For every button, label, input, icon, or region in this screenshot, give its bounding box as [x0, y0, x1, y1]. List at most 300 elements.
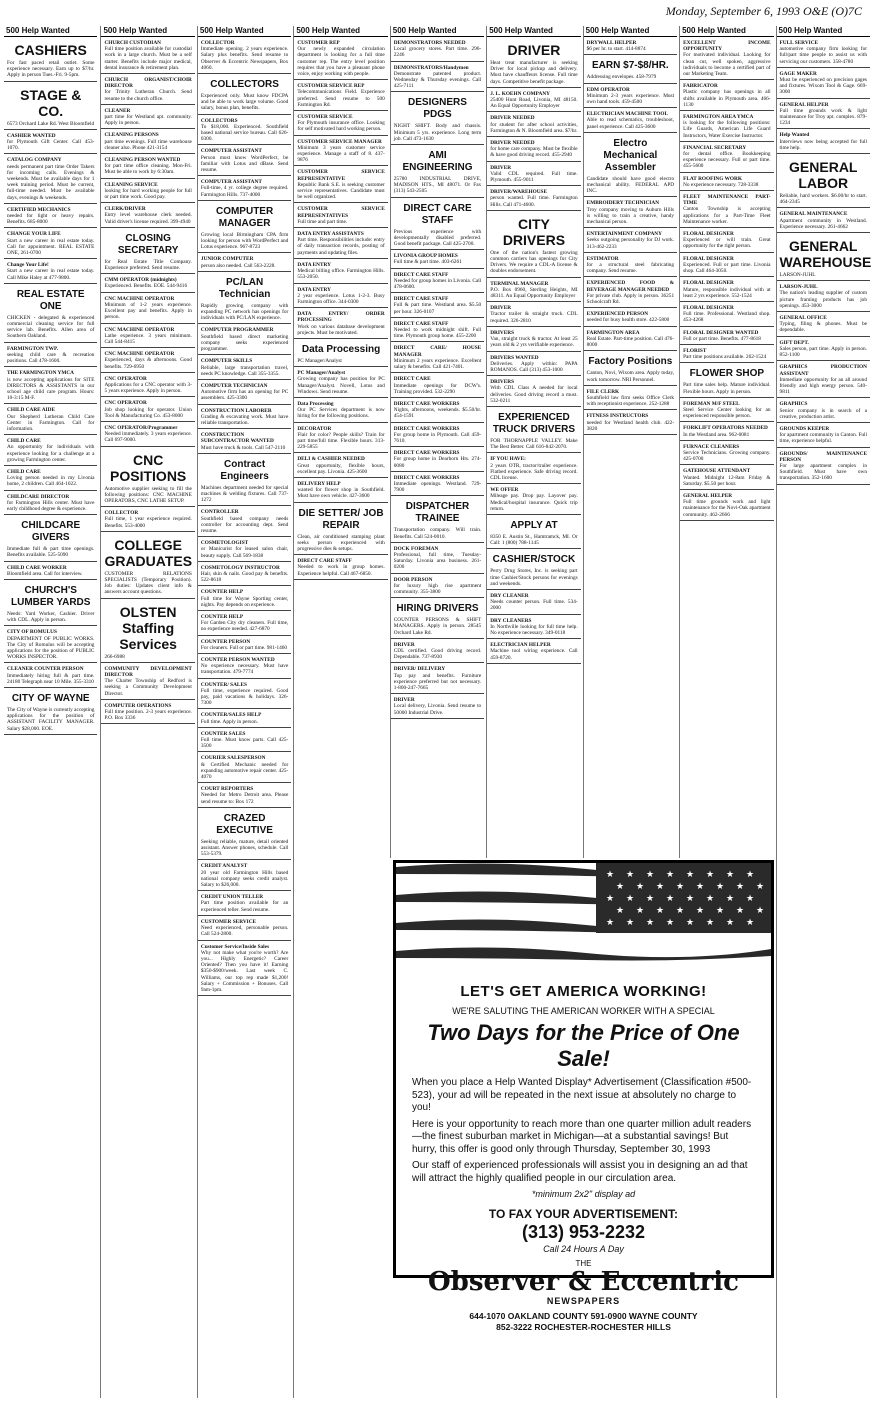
ad-title: FLORAL DESIGNER: [683, 280, 734, 287]
ad-body: Needs: Yard Worker, Cashier. Driver with CDL. Apply in person.: [7, 610, 95, 624]
ad-body: P.O. Box 0960, Sterling Heights, MI 48311. An Equal Opportunity Employer: [490, 286, 578, 300]
ad-title: Factory Positions: [588, 356, 673, 368]
classified-ad: [4, 345, 97, 368]
classified-ad: [4, 582, 97, 626]
ad-title: ESTIMATOR: [586, 255, 619, 262]
svg-text:★: ★: [736, 881, 745, 891]
classified-ad: [294, 82, 387, 111]
ad-body: part time evenings. Full time warehouse cleaner also. Phone 421-3154: [104, 138, 192, 151]
ad-body: No experience necessary. Must have transportation. 479-7774: [200, 663, 289, 676]
ad-body: Reliable, large transportation travel, needs PC knowledge. Call 355-3355.: [200, 364, 289, 377]
classified-column: [100, 26, 194, 1398]
svg-text:★: ★: [686, 893, 695, 903]
classified-ad: [584, 329, 677, 352]
ad-body: Full time position available for custodial work in a large church. Must be a self starter. Benefits include major medical, dental insurance & retirement plan.: [104, 46, 192, 71]
ad-body: Needed for Metro Detroit area. Please send resume to: Box 172: [200, 792, 289, 805]
classified-ad: [198, 117, 291, 146]
ad-title: COLLECTOR: [200, 40, 235, 46]
promo-ad: [393, 860, 774, 1332]
classified-ad: [680, 467, 773, 490]
classified-ad: [294, 455, 387, 478]
classified-ad: [391, 39, 484, 62]
svg-text:★: ★: [636, 881, 645, 891]
ad-body: Valid CDL required. Full time. Plymouth. 455-9011: [490, 170, 578, 184]
classified-ad: [584, 86, 677, 109]
classified-ad: [777, 156, 870, 208]
ad-title: PC Manager/Analyst: [297, 370, 346, 377]
ad-title: EXPERIENCED PERSON: [586, 311, 649, 318]
ad-body: is now accepting applications for SITE DIRECTORS & ASSISTANTS in our school age child care program. Hours: 10-3:15 M-F.: [7, 376, 95, 402]
promo-body: [410, 981, 757, 1333]
ad-body: needed for Westland health club. 422-3820: [586, 419, 675, 432]
ad-body: Our newly expanded circulation department is looking for a full time customer rep. The entry level position requires that you have a pleasant phone voice, enjoy working with people.: [297, 46, 385, 78]
ad-body: for apartment community in Canton. Full time, experience helpful.: [779, 432, 867, 445]
ad-title: DIRECT CARE STAFF: [393, 320, 449, 327]
ad-body: For cleaners. Full or part time. 981-1460: [200, 644, 288, 651]
classified-ad: [4, 206, 97, 229]
ad-title: COSMETOLOGIST: [200, 540, 249, 547]
ad-body: Immediately hiring full & part time. 24180 Telegraph near 10 Mile. 355-3310: [7, 672, 95, 685]
ad-body: Minimum 2 years experience. Excellent salary & benefits. Call 421-7401.: [393, 357, 482, 371]
classified-ad: [101, 375, 194, 398]
ad-title: GAGE MAKER: [779, 70, 817, 77]
ad-title: DRYWALL HELPER: [586, 40, 637, 46]
classified-ad: [680, 193, 773, 228]
ad-title: CASHIER WANTED: [7, 132, 56, 139]
ad-body: Must have truck & tools. Call 547-2110: [200, 444, 286, 451]
ad-body: or Manicurist for leased salon chair, beauty supply. Call 569-1838: [200, 546, 289, 559]
classified-ad: [198, 456, 291, 507]
ad-title: LIVONIA GROUP HOMES: [393, 253, 458, 260]
ad-body: Demonstrate patented product. Wednesday & Thursday evenings. Call 425-7111: [393, 70, 482, 90]
ad-body: Senior company is in search of a creative, production artist.: [779, 407, 867, 420]
ad-title: TERMINAL MANAGER: [490, 280, 549, 287]
classified-ad: [487, 188, 580, 211]
ad-title: IF YOU HAVE:: [490, 456, 526, 463]
classified-ad: [101, 76, 194, 105]
classified-ad: [680, 279, 773, 302]
classified-ad: [4, 628, 97, 663]
ad-body: For fast paced retail outlet. Some experience necessary. Earn up to $7/hr. Apply in person Tues.-Fri. 9-5pm.: [7, 60, 95, 79]
classified-ad: [101, 131, 194, 154]
ad-body: Person must know WordPerfect, be familiar with Lotus and dBase. Send resume.: [200, 154, 289, 174]
ad-body: Hair, skin & nails. Good pay & benefits. 522-8618: [200, 570, 289, 584]
ad-title: DISPATCHER TRAINEE: [405, 501, 470, 525]
ad-body: Canton, Novi, Wixom area. Apply today, work tomorrow. NRI Personnel.: [586, 370, 675, 383]
ad-body: Addressing envelopes. 458-7979: [586, 74, 657, 81]
ad-title: CUSTOMER SERVICE REPRESENTATIVE: [297, 169, 385, 182]
ad-title: DIRECT CARE: [393, 376, 431, 383]
ad-title: DIRECT CARE WORKERS: [393, 400, 460, 407]
classified-ad: [101, 39, 194, 74]
ad-title: CITY OF WAYNE: [11, 693, 90, 704]
ad-body: Typing, filing & phones. Must be dependable.: [779, 321, 867, 334]
classified-ad: [294, 138, 387, 167]
svg-text:★: ★: [626, 869, 635, 879]
promo-title: Two Days for the Price of One Sale!: [427, 1020, 740, 1071]
ad-body: Entry level warehouse clerk needed. Valid driver's license required. 399-4940: [104, 212, 192, 225]
ad-body: Work on various database development projects. Must be motivated.: [297, 323, 385, 336]
ad-title: GENERAL MAINTENANCE: [779, 211, 848, 218]
ad-title: COUNTER PERSON: [200, 638, 251, 645]
ad-title: CHURCH ORGANIST/CHOIR DIRECTOR: [104, 77, 192, 90]
ad-body: 2 years OTR, tractor/trailer experience. Flatbed experience. Safe driving record. CDL license.: [490, 462, 578, 481]
classified-ad: [101, 276, 194, 292]
classified-ad: [391, 147, 484, 198]
svg-text:★: ★: [676, 905, 685, 915]
ad-title: DECORATOR: [297, 425, 332, 432]
ad-body: Full-time, 4 yr. college degree required. Farmington Hills. 737-4000: [200, 185, 289, 198]
classified-ad: [391, 641, 484, 664]
ad-body: Part time sales help. Mature individual. Flexible hours. Apply in person.: [683, 382, 771, 395]
ad-body: 8350 E. Austin St., Hamtramck, MI. Or Call: 1 (800) 788-1145: [490, 533, 578, 547]
ad-title: GRAPHICS PRODUCTION ASSISTANT: [779, 364, 867, 377]
classified-ad: [487, 378, 580, 407]
ad-title: THE FARMINGTON YMCA: [7, 370, 74, 377]
ad-body: In Northville looking for full time help. No experience necessary. 349-0118: [490, 623, 578, 636]
ad-title: CMM OPERATOR (midnights): [104, 277, 177, 284]
classified-ad: [101, 424, 194, 447]
ad-title: DELI & CASHIER NEEDED: [297, 456, 365, 463]
classified-column: [197, 26, 291, 1398]
classified-ad: [101, 665, 194, 700]
ad-title: GRAPHICS: [779, 401, 808, 408]
ad-title: FITNESS INSTRUCTORS: [586, 413, 649, 420]
classified-ad: [391, 271, 484, 294]
ad-body: Previous experience with developmentally disabled preferred. Good benefit package. Call 425-2700.: [393, 228, 482, 248]
ad-body: person wanted. Full time. Farmington Hills. Call 471-4600.: [490, 195, 578, 208]
classified-ad: [101, 181, 194, 204]
ad-body: Immediate full & part time openings. Benefits available. 525-5090: [7, 546, 95, 559]
svg-text:★: ★: [726, 869, 735, 879]
ad-body: Southfield based direct marketing company seeks experienced programmer.: [200, 333, 289, 353]
ad-body: Full & part time. Westland area. $5.50 per hour. 326-0107: [393, 302, 482, 315]
ad-title: LARSON-JUHL: [779, 284, 818, 291]
classified-ad: [680, 304, 773, 327]
ad-title: COUNTER SALES: [200, 730, 246, 737]
ad-body: seeking child care & recreation positions. Call 478-1600.: [7, 351, 95, 365]
ad-body: for home care company. Must be flexible & have good driving record. 455-2940: [490, 146, 578, 159]
ad-title: DRIVER NEEDED: [490, 140, 535, 147]
classified-ad: [584, 39, 677, 55]
classified-ad: [487, 329, 580, 352]
ad-body: Bloomfield area. Call for interview.: [7, 570, 83, 577]
ad-body: needed for light or heavy repairs. Benefits. 685-8000: [7, 213, 95, 226]
svg-text:★: ★: [616, 881, 625, 891]
classified-column: [4, 26, 97, 1398]
svg-text:★: ★: [746, 869, 755, 879]
ad-body: 6573 Orchard Lake Rd. West Bloomfield: [7, 120, 95, 127]
ad-title: DEMONSTRATORS NEEDED: [393, 40, 466, 46]
svg-text:★: ★: [676, 881, 685, 891]
ad-title: FLORAL DESIGNER: [683, 231, 734, 238]
classified-ad: [584, 388, 677, 411]
classified-ad: [294, 205, 387, 228]
classified-ad: [294, 113, 387, 136]
classified-ad: [680, 175, 773, 191]
ad-title: CHANGE YOUR LIFE: [7, 231, 61, 238]
ad-body: for Farmington Hills center. Must have early childhood degree & experience.: [7, 499, 95, 512]
svg-text:★: ★: [746, 893, 755, 903]
ad-body: Minimum 3 years customer service experience. Manage a staff of 8. 437-9876: [297, 144, 385, 164]
ad-title: CHILDCARE DIRECTOR: [7, 493, 70, 500]
classified-ad: [584, 412, 677, 435]
promo-the: THE: [575, 1259, 592, 1268]
classified-ad: [101, 449, 194, 508]
promo-para-2: Here is your opportunity to reach more than one quarter million adult readers—the finest suburban market in Michigan—at a substantial savings! But hurry, this offer is good only through Thursday, September 30, 1993: [412, 1118, 752, 1155]
ad-title: CLERK/DRIVER: [104, 206, 146, 213]
classified-ad: [198, 382, 291, 405]
ad-title: CNC OPERATOR: [104, 400, 147, 407]
classified-ad: [391, 449, 484, 472]
classified-ad: [294, 168, 387, 203]
ad-title: FARMINGTON AREA YMCA: [683, 114, 754, 121]
ad-title: PC/LAN Technician: [218, 276, 271, 300]
ad-body: Full time & part time. 403-6261: [393, 259, 462, 266]
classified-ad: [487, 139, 580, 162]
ad-title: CLEANING PERSON WANTED: [104, 157, 181, 164]
ad-body: Automotive supplier seeking to fill the following positions: CNC MACHINE OPERATORS, CNC LATHE SETUP.: [104, 485, 192, 504]
ad-body: Full time grounds work & light maintenance for Troy apt. complex. 879-1234: [779, 107, 867, 127]
classified-ad: [487, 517, 580, 549]
ad-title: CNC MACHINE OPERATOR: [104, 326, 175, 333]
ad-title: DRIVERS: [490, 379, 515, 386]
ad-body: person also needed. Call 563-2228.: [200, 262, 276, 269]
ad-title: CNC POSITIONS: [110, 451, 187, 484]
ad-body: for Plymouth Gift Center. Call 453-1070.: [7, 139, 95, 152]
ad-title: COLLECTORS: [210, 79, 279, 91]
svg-text:★: ★: [716, 881, 725, 891]
ad-title: DIRECT CARE/ HOUSE MANAGER: [393, 345, 482, 358]
ad-title: DRIVER: [393, 641, 415, 648]
ad-title: CITY DRIVERS: [502, 215, 566, 248]
ad-body: For group home in Dearborn Hts. 274-0080: [393, 456, 482, 469]
ad-title: Data Processing: [297, 400, 334, 407]
ad-body: for student for after school activities, Farmington & N. Bloomfield area. $7/hr.: [490, 121, 578, 134]
svg-text:★: ★: [666, 893, 675, 903]
ad-body: for Trinity Lutheran Church. Send resume to the church office.: [104, 89, 192, 102]
classified-ad: [198, 730, 291, 753]
classified-ad: [101, 534, 194, 599]
classified-ad: [487, 409, 580, 453]
ad-title: DRIVER: [490, 305, 512, 312]
ad-title: EARN $7-$8/HR.: [592, 60, 669, 72]
ad-title: DRIVER/WAREHOUSE: [490, 189, 548, 196]
ad-title: DRY CLEANER: [490, 592, 529, 599]
ad-body: No experience necessary. 728-3338: [683, 181, 759, 188]
ad-title: FULL SERVICE: [779, 40, 819, 46]
ad-body: FOR THORNAPPLE VALLEY. Make The Best Better. Call 616-842-2070.: [490, 437, 578, 451]
ad-body: for part time office cleaning. Mon-Fri. Must be able to work by 6:30am.: [104, 163, 192, 176]
ad-body: Grading & excavating work. Must have reliable transportation.: [200, 413, 289, 426]
ad-title: FURNACE CLEANERS: [683, 443, 740, 450]
ad-body: Top pay and benefits. Furniture experience preferred but not necessary. 1-800-247-7665: [393, 672, 482, 691]
ad-title: COMPUTER ASSISTANT: [200, 148, 262, 155]
ad-body: Minimum of 1-2 years experience. Excellent pay and benefits. Apply in person.: [104, 301, 192, 321]
ad-title: CATALOG COMPANY: [7, 157, 62, 164]
ad-title: CLEANER: [104, 107, 131, 114]
ad-title: DELIVERY HELP: [297, 480, 341, 487]
ad-body: is looking for the following positions: Life Guards, American Life Guard Instructors, Water Exercise Instructor.: [683, 120, 771, 139]
classified-ad: [101, 399, 194, 422]
ad-body: for a structural steel fabricating company. Send resume.: [586, 262, 675, 275]
ad-title: CHURCH CUSTODIAN: [104, 40, 161, 46]
ad-title: FLORAL DESIGNER WANTED: [683, 329, 759, 336]
ad-body: 25780 INDUSTRIAL DRIVE, MADISON HTS., MI 48071. Or Fax (313) 543-2505: [393, 176, 482, 195]
ad-body: Flair for color? People skills? Train for part time/full time. Flexible hours. 313-229-5855: [297, 431, 385, 451]
classified-ad: [4, 369, 97, 404]
classified-ad: [680, 492, 773, 521]
classified-ad: [4, 437, 97, 466]
classified-ad: [101, 156, 194, 179]
classified-ad: [391, 576, 484, 599]
ad-title: Customer Service/Inside Sales: [200, 943, 270, 950]
classified-column: [679, 26, 773, 858]
classified-ad: [584, 135, 677, 198]
classified-ad: [777, 283, 870, 312]
ad-title: CUSTOMER SERVICE: [200, 918, 257, 925]
ad-title: GENERAL HELPER: [683, 492, 733, 499]
ad-body: Full time. Professional. Westland shop. 453-4268: [683, 311, 771, 324]
ad-title: DIRECT CARE STAFF: [403, 202, 472, 226]
ad-title: DRY CLEANERS: [490, 617, 532, 624]
ad-body: Must be experienced on precision gages and fixtures. Wixom Tool & Gage. 669-3000: [779, 77, 867, 96]
ad-title: COURT REPORTERS: [200, 786, 254, 793]
classified-ad: [487, 354, 580, 377]
ad-body: Tractor trailer & straight truck. CDL required. 326-2810: [490, 311, 578, 324]
svg-text:★: ★: [646, 893, 655, 903]
classified-ad: [487, 280, 580, 303]
ad-title: DATA ENTRY/ ORDER PROCESSING: [297, 311, 385, 324]
ad-title: HIRING DRIVERS: [396, 603, 479, 615]
classified-ad: [198, 326, 291, 355]
ad-body: 20 year old Farmington Hills based national company seeks credit analyst. Salary to $26,000.: [200, 869, 289, 889]
classified-ad: [198, 656, 291, 679]
ad-body: Job shop looking for operator. Union Tool & Manufacturing Co. 453-8000: [104, 406, 192, 419]
classified-ad: [294, 39, 387, 80]
ad-title: GATEHOUSE ATTENDANT: [683, 468, 751, 475]
ad-title: REAL ESTATE ONE: [16, 288, 85, 312]
ad-title: GIFT DEPT.: [779, 339, 809, 346]
ad-title: FABRICATOR: [683, 83, 718, 90]
ad-body: Local grocery stores. Part time. 296-2246: [393, 46, 482, 59]
classified-ad: [680, 144, 773, 173]
classified-ad: [584, 110, 677, 133]
classified-column: [486, 26, 580, 858]
classified-ad: [777, 450, 870, 485]
page-header-text: Monday, September 6, 1993 O&E (O)7C: [665, 3, 862, 18]
ad-body: Able to read schematics, troubleshoot, panel experience. Call 425-3600: [586, 117, 675, 130]
ad-body: For Plymouth insurance office. Looking for self motivated hard working person.: [297, 120, 385, 133]
ad-title: Data Processing: [301, 343, 381, 355]
ad-title: ELECTRICIAN HELPER: [490, 642, 551, 649]
ad-title: COMPUTER SKILLS: [200, 358, 253, 365]
ad-body: Plastic company has openings in all shifts available in Plymouth area. 466-1130: [683, 89, 771, 108]
ad-body: Full time, experience required. Good pay, paid vacations & holidays. 326-7300: [200, 687, 289, 707]
ad-title: CNC OPERATOR/Programmer: [104, 424, 178, 431]
ad-body: Reliable, hard workers. $6.00/hr to start. 464-2345: [779, 193, 867, 206]
ad-title: CHILD CARE WORKER: [7, 564, 67, 571]
ad-title: COLLECTOR: [104, 510, 139, 517]
ad-title: CLEANER COUNTER PERSON: [7, 666, 84, 673]
classified-ad: [294, 230, 387, 259]
classified-ad: [391, 344, 484, 373]
classified-ad: [487, 551, 580, 590]
ad-title: COMPUTER TECHNICIAN: [200, 382, 268, 389]
classified-ad: [4, 665, 97, 688]
ad-title: FILE CLERK: [586, 388, 620, 395]
ad-title: CNC MACHINE OPERATOR: [104, 351, 175, 358]
classified-ad: [294, 480, 387, 503]
classified-ad: [680, 443, 773, 466]
ad-body: LARSON-JUHL: [779, 272, 816, 279]
classified-ad: [198, 357, 291, 380]
svg-text:★: ★: [756, 905, 765, 915]
svg-text:★: ★: [746, 917, 755, 927]
classified-ad: [584, 57, 677, 83]
svg-text:★: ★: [646, 869, 655, 879]
ad-title: CONTROLLER: [200, 509, 239, 516]
ad-title: CUSTOMER SERVICE REP: [297, 83, 365, 90]
ad-title: FLOWER SHOP: [689, 368, 765, 380]
ad-title: CASHIER/STOCK: [492, 554, 576, 566]
classified-ad: [294, 505, 387, 556]
ad-title: CLEANING SERVICE: [104, 181, 158, 188]
ad-body: DEPARTMENT OF PUBLIC WORKS. The City of Romulus will be accepting applications for the position of PUBLIC WORKS INSPECTOR.: [7, 635, 95, 661]
classified-ad: [198, 147, 291, 176]
svg-text:★: ★: [646, 917, 655, 927]
ad-body: NIGHT SHIFT. Body and chassis. Minimum 5 yrs. experience. Long term job. Call 473-1630: [393, 123, 482, 142]
ad-title: FINANCIAL SECRETARY: [683, 144, 747, 151]
classified-ad: [391, 252, 484, 268]
section-heading: 500 Help Wanted: [4, 26, 97, 37]
classified-ad: [4, 690, 97, 735]
classified-ad: [391, 545, 484, 574]
classified-ad: [101, 326, 194, 349]
classified-ad: [294, 557, 387, 580]
classified-ad: [198, 407, 291, 430]
classified-ad: [777, 70, 870, 99]
ad-title: AMI ENGINEERING: [402, 150, 473, 174]
ad-title: COURIER SALESPERSON: [200, 755, 266, 762]
ad-title: CHURCH'S LUMBER YARDS: [10, 584, 91, 608]
classified-ad: [777, 131, 870, 154]
classified-ad: [198, 203, 291, 254]
promo-headline: LET'S GET AMERICA WORKING!: [460, 983, 707, 1000]
svg-text:★: ★: [636, 905, 645, 915]
ad-body: Van, straight truck & tractor. At least 25 years old & 2 yrs verifiable experience.: [490, 336, 578, 349]
ad-title: OLSTEN Staffing Services: [119, 603, 177, 652]
svg-text:★: ★: [686, 917, 695, 927]
ad-body: Interviews now being accepted for full time help.: [779, 138, 867, 151]
ad-title: CUSTOMER SERVICE MANAGER: [297, 138, 382, 145]
classified-ad: [584, 230, 677, 253]
classified-ad: [4, 84, 97, 130]
ad-body: needed for busy health store. 422-5800: [586, 317, 670, 324]
ad-title: EMBROIDERY TECHNICIAN: [586, 200, 660, 207]
ad-title: CITY OF ROMULUS: [7, 629, 57, 636]
ad-body: Canton Township is accepting applications for a Part-Time Fleet Maintenance worker.: [683, 206, 771, 225]
section-heading: 500 Help Wanted: [487, 26, 580, 37]
ad-body: Part time. Responsibilities include: entry of daily transaction records, posting of payments and updating files.: [297, 237, 385, 256]
promo-footnote: *minimum 2x2" display ad: [531, 1189, 636, 1199]
ad-title: FLEET MAINTENANCE PART-TIME: [683, 194, 771, 207]
ad-body: Start a new career in real estate today. Call for appointment. REAL ESTATE ONE, 261-0700: [7, 237, 95, 257]
svg-text:★: ★: [606, 893, 615, 903]
ad-title: JUNIOR COMPUTER: [200, 256, 254, 263]
ad-body: For Garden City dry cleaners. Full time, no experience needed. 427-6870: [200, 620, 289, 633]
promo-fax-number: (313) 953-2232: [521, 1222, 646, 1242]
